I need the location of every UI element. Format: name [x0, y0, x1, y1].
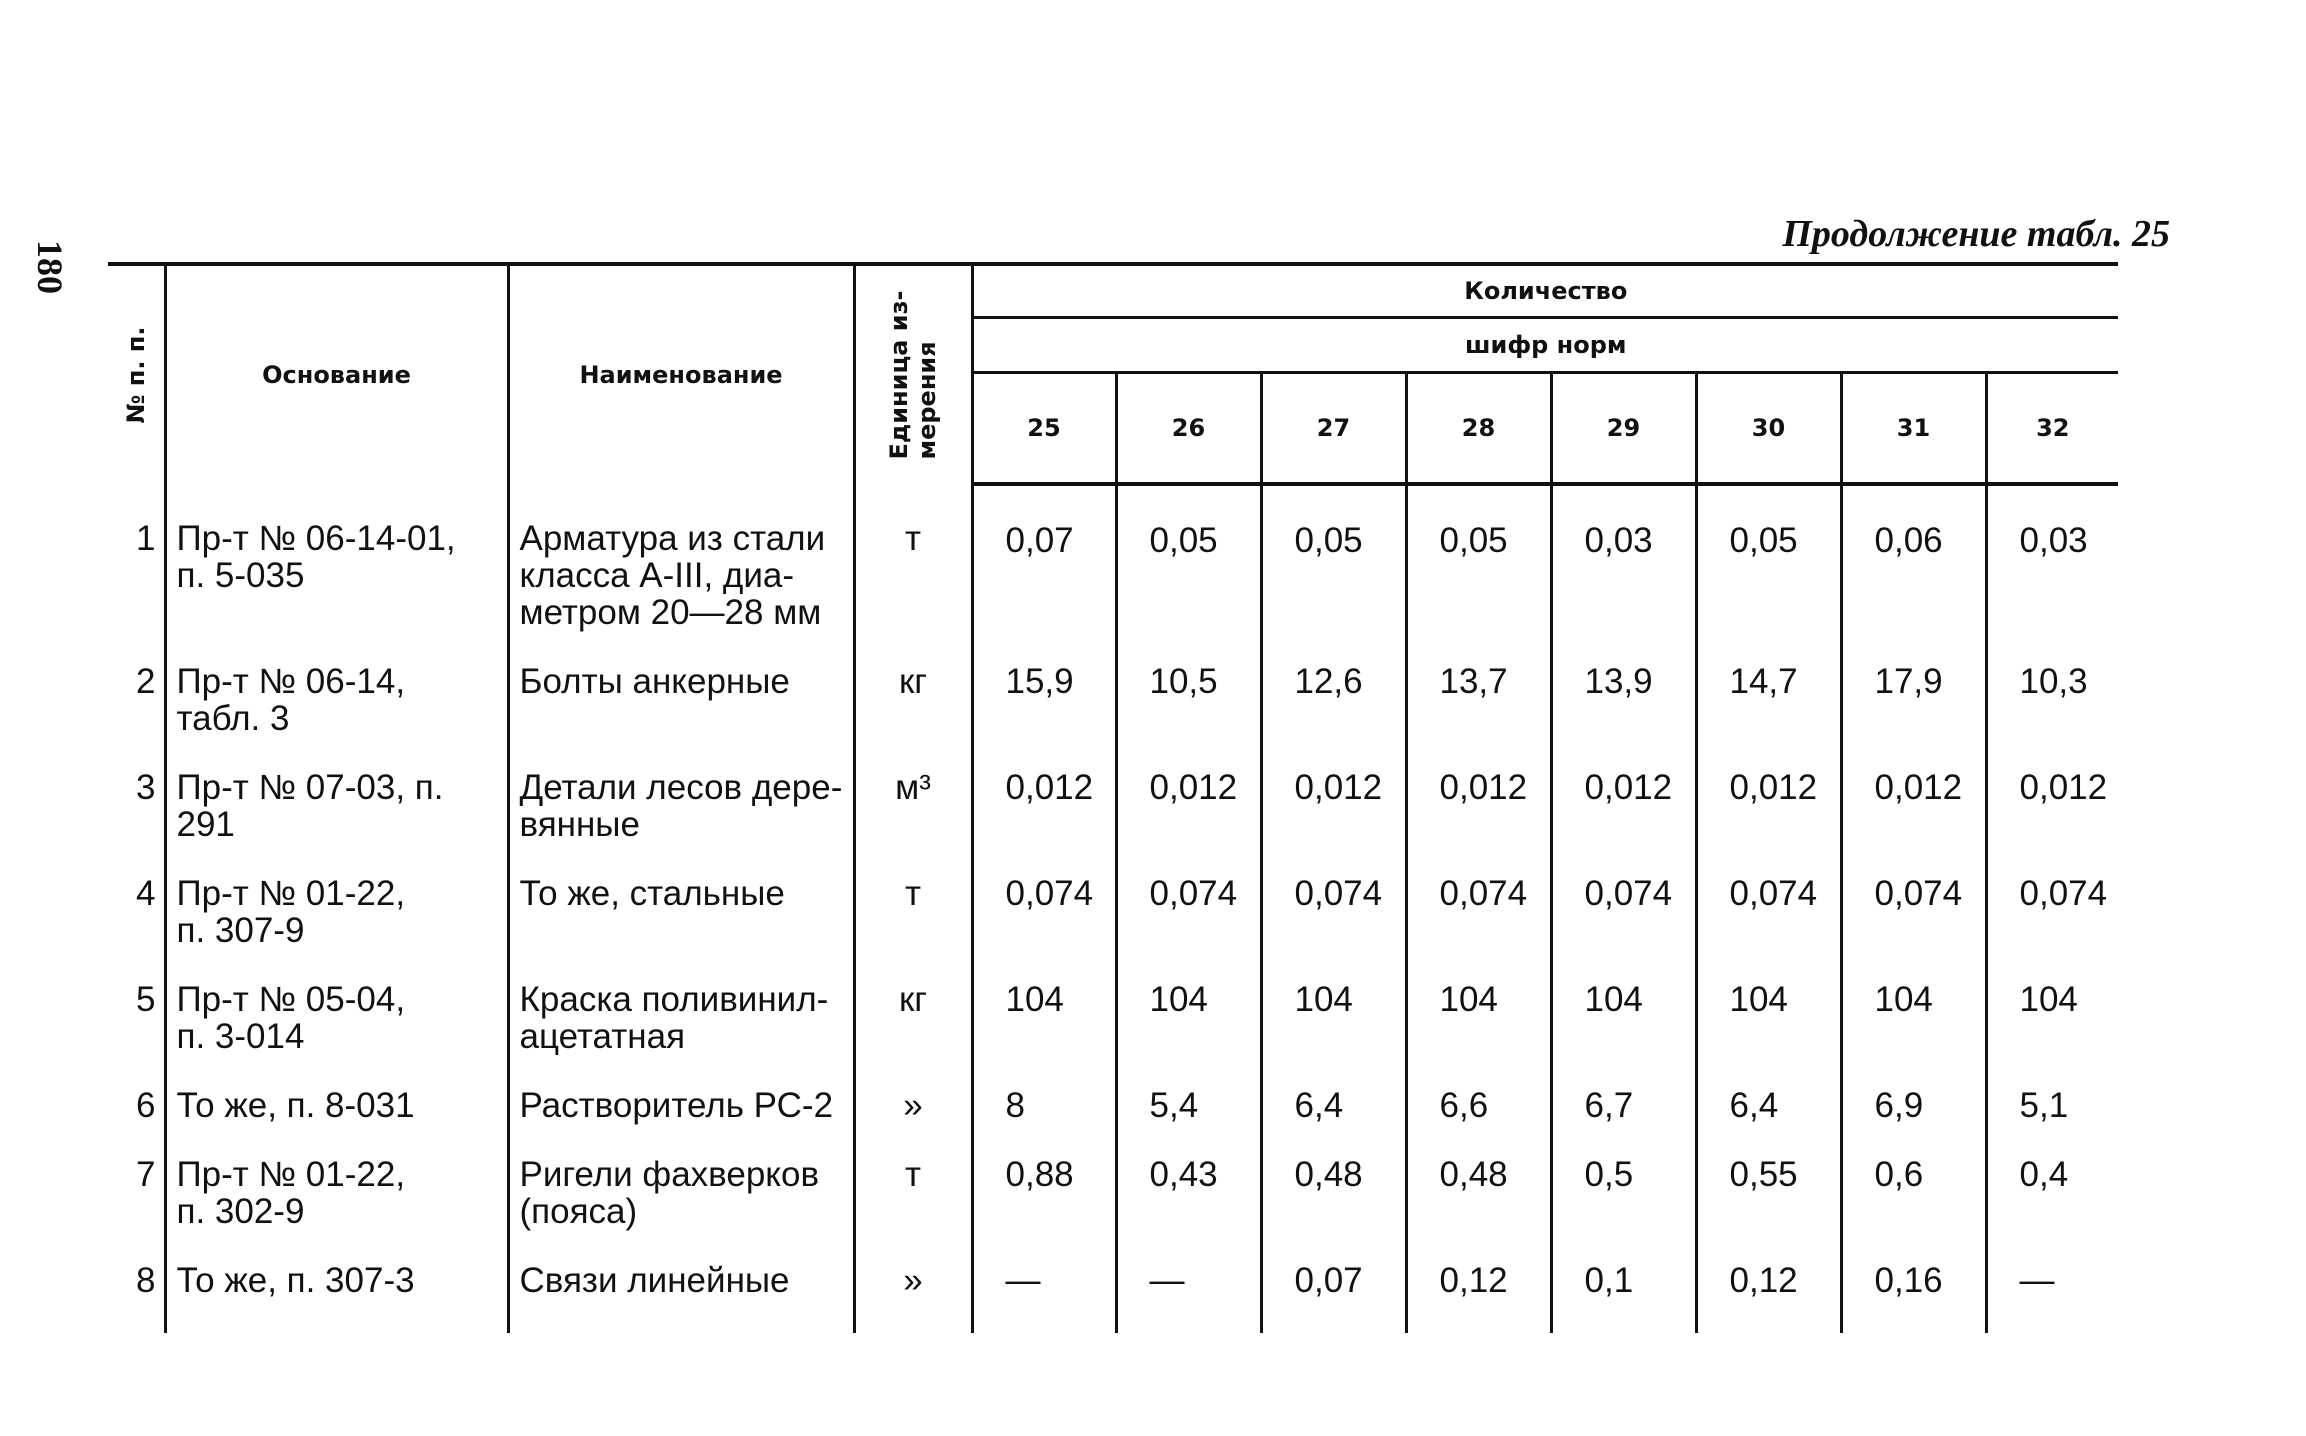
- row-number: 4: [136, 874, 156, 913]
- row-value: 0,07: [1261, 1244, 1406, 1313]
- osnovanie-line: Пр-т № 01-22,: [176, 874, 406, 913]
- row-value: 13,7: [1406, 645, 1551, 751]
- row-naimenovanie: [508, 484, 854, 645]
- naimenovanie-line: (пояса): [519, 1192, 638, 1231]
- row-value: —: [1986, 1244, 2118, 1313]
- row-unit: »: [854, 1069, 972, 1138]
- row-number: 2: [136, 662, 156, 701]
- row-value: 6,6: [1406, 1069, 1551, 1138]
- row-value: 0,074: [1841, 857, 1986, 963]
- osnovanie-line: То же, п. 8-031: [176, 1086, 415, 1125]
- row-value: 0,012: [1841, 751, 1986, 857]
- row-value: 104: [1986, 963, 2118, 1069]
- row-value: 0,074: [1406, 857, 1551, 963]
- row-value: 17,9: [1841, 645, 1986, 751]
- row-unit: т: [854, 857, 972, 963]
- osnovanie-line: п. 3-014: [176, 1017, 305, 1056]
- spacer-cell: [854, 1313, 972, 1333]
- header-norm-code: 26: [1116, 373, 1261, 485]
- osnovanie-line: Пр-т № 01-22,: [176, 1155, 406, 1194]
- row-value: 0,4: [1986, 1138, 2118, 1244]
- row-number: 8: [136, 1261, 156, 1300]
- row-value: 0,55: [1696, 1138, 1841, 1244]
- naimenovanie-line: метром 20—28 мм: [519, 593, 822, 632]
- row-osnovanie: [165, 484, 508, 645]
- naimenovanie-line: Связи линейные: [519, 1261, 790, 1300]
- osnovanie-line: Пр-т № 06-14-01,: [176, 519, 456, 558]
- row-value: 104: [1696, 963, 1841, 1069]
- row-value: 12,6: [1261, 645, 1406, 751]
- row-value: 5,1: [1986, 1069, 2118, 1138]
- row-value: 0,07: [972, 484, 1116, 645]
- osnovanie-line: Пр-т № 05-04,: [176, 980, 406, 1019]
- osnovanie-line: п. 5-035: [176, 556, 305, 595]
- row-number: 1: [136, 519, 156, 558]
- row-osnovanie: [165, 963, 508, 1069]
- row-value: 8: [972, 1069, 1116, 1138]
- row-value: 0,074: [972, 857, 1116, 963]
- header-norm-code: 27: [1261, 373, 1406, 485]
- osnovanie-line: Пр-т № 07-03, п. 291: [176, 768, 444, 844]
- spacer-cell: [108, 1313, 165, 1333]
- row-value: 104: [1261, 963, 1406, 1069]
- spacer-cell: [1841, 1313, 1986, 1333]
- row-value: 0,074: [1116, 857, 1261, 963]
- header-norm-code: 28: [1406, 373, 1551, 485]
- row-value: 0,12: [1406, 1244, 1551, 1313]
- row-value: 0,012: [1551, 751, 1696, 857]
- row-naimenovanie: [508, 1069, 854, 1138]
- table-header: [108, 264, 2118, 484]
- row-value: 0,03: [1986, 484, 2118, 645]
- spacer-cell: [508, 1313, 854, 1333]
- row-unit: кг: [854, 963, 972, 1069]
- row-value: 0,48: [1261, 1138, 1406, 1244]
- header-unit-label: Единица из- мерения: [885, 290, 941, 460]
- table-row: [108, 484, 2118, 645]
- row-osnovanie: [165, 1138, 508, 1244]
- row-osnovanie: [165, 645, 508, 751]
- spacer-cell: [1696, 1313, 1841, 1333]
- row-naimenovanie: [508, 857, 854, 963]
- row-value: 0,05: [1406, 484, 1551, 645]
- row-osnovanie: [165, 857, 508, 963]
- row-naimenovanie: [508, 751, 854, 857]
- spacer-cell: [972, 1313, 1116, 1333]
- naimenovanie-line: ацетатная: [519, 1017, 686, 1056]
- header-num: [108, 264, 165, 484]
- row-value: 0,6: [1841, 1138, 1986, 1244]
- row-value: 10,5: [1116, 645, 1261, 751]
- row-value: 0,05: [1261, 484, 1406, 645]
- naimenovanie-line: Ригели фахверков: [519, 1155, 820, 1194]
- spacer-cell: [1116, 1313, 1261, 1333]
- osnovanie-line: п. 307-9: [176, 911, 305, 950]
- row-value: 0,012: [1406, 751, 1551, 857]
- row-value: 104: [1406, 963, 1551, 1069]
- spacer-cell: [1551, 1313, 1696, 1333]
- row-osnovanie: [165, 1244, 508, 1313]
- row-value: —: [972, 1244, 1116, 1313]
- row-number: 5: [136, 980, 156, 1019]
- row-number: 6: [136, 1086, 156, 1125]
- table-body: [108, 484, 2118, 1333]
- row-value: 0,06: [1841, 484, 1986, 645]
- header-norm-code: 29: [1551, 373, 1696, 485]
- row-unit: кг: [854, 645, 972, 751]
- table-row: [108, 1138, 2118, 1244]
- row-osnovanie: [165, 751, 508, 857]
- header-norm-code: 25: [972, 373, 1116, 485]
- osnovanie-line: табл. 3: [176, 699, 290, 738]
- row-value: 0,074: [1551, 857, 1696, 963]
- naimenovanie-line: Детали лесов дере-: [519, 768, 843, 807]
- header-norm-code: 32: [1986, 373, 2118, 485]
- row-value: —: [1116, 1244, 1261, 1313]
- row-unit: »: [854, 1244, 972, 1313]
- naimenovanie-line: То же, стальные: [519, 874, 785, 913]
- page-number: 180: [30, 240, 70, 294]
- row-value: 0,012: [1261, 751, 1406, 857]
- table-row: [108, 1069, 2118, 1138]
- row-value: 6,4: [1696, 1069, 1841, 1138]
- naimenovanie-line: Краска поливинил-: [519, 980, 829, 1019]
- table-row: [108, 1244, 2118, 1313]
- row-naimenovanie: [508, 1138, 854, 1244]
- row-value: 0,43: [1116, 1138, 1261, 1244]
- table-row: [108, 751, 2118, 857]
- row-value: 0,05: [1116, 484, 1261, 645]
- naimenovanie-line: класса А-III, диа-: [519, 556, 794, 595]
- naimenovanie-line: Растворитель РС-2: [519, 1086, 834, 1125]
- row-value: 0,074: [1986, 857, 2118, 963]
- row-value: 0,012: [1986, 751, 2118, 857]
- table-bottom-spacer: [108, 1313, 2118, 1333]
- row-value: 0,1: [1551, 1244, 1696, 1313]
- row-value: 0,03: [1551, 484, 1696, 645]
- row-naimenovanie: [508, 1244, 854, 1313]
- row-unit: т: [854, 1138, 972, 1244]
- row-value: 0,074: [1696, 857, 1841, 963]
- row-value: 0,16: [1841, 1244, 1986, 1313]
- table-row: [108, 645, 2118, 751]
- spacer-cell: [1986, 1313, 2118, 1333]
- osnovanie-line: п. 302-9: [176, 1192, 305, 1231]
- row-value: 0,12: [1696, 1244, 1841, 1313]
- row-value: 104: [1116, 963, 1261, 1069]
- row-value: 0,012: [1696, 751, 1841, 857]
- row-unit: т: [854, 484, 972, 645]
- header-shifr-norm: шифр норм: [972, 318, 2118, 373]
- osnovanie-line: Пр-т № 06-14,: [176, 662, 406, 701]
- row-value: 0,88: [972, 1138, 1116, 1244]
- row-naimenovanie: [508, 645, 854, 751]
- row-value: 15,9: [972, 645, 1116, 751]
- row-value: 5,4: [1116, 1069, 1261, 1138]
- table-row: [108, 857, 2118, 963]
- row-value: 0,5: [1551, 1138, 1696, 1244]
- row-naimenovanie: [508, 963, 854, 1069]
- row-value: 10,3: [1986, 645, 2118, 751]
- row-value: 13,9: [1551, 645, 1696, 751]
- header-norm-code: 31: [1841, 373, 1986, 485]
- header-num-label: № п. п.: [121, 326, 150, 424]
- header-norm-code: 30: [1696, 373, 1841, 485]
- row-osnovanie: [165, 1069, 508, 1138]
- row-value: 104: [1551, 963, 1696, 1069]
- osnovanie-line: То же, п. 307-3: [176, 1261, 415, 1300]
- row-unit: м³: [854, 751, 972, 857]
- spacer-cell: [1406, 1313, 1551, 1333]
- row-number: 3: [136, 768, 156, 807]
- row-value: 6,4: [1261, 1069, 1406, 1138]
- naimenovanie-line: Болты анкерные: [519, 662, 790, 701]
- naimenovanie-line: вянные: [519, 805, 640, 844]
- row-value: 6,7: [1551, 1069, 1696, 1138]
- row-value: 6,9: [1841, 1069, 1986, 1138]
- row-value: 104: [972, 963, 1116, 1069]
- row-value: 0,012: [972, 751, 1116, 857]
- row-value: 0,48: [1406, 1138, 1551, 1244]
- row-number: 7: [136, 1155, 156, 1194]
- header-naimenovanie: Наименование: [508, 264, 854, 484]
- spacer-cell: [165, 1313, 508, 1333]
- row-value: 0,074: [1261, 857, 1406, 963]
- table-continuation-caption: Продолжение табл. 25: [1782, 213, 2170, 255]
- header-unit: [854, 264, 972, 484]
- row-value: 0,012: [1116, 751, 1261, 857]
- header-kolichestvo: Количество: [972, 264, 2118, 318]
- table-row: [108, 963, 2118, 1069]
- row-value: 0,05: [1696, 484, 1841, 645]
- header-osnovanie: Основание: [165, 264, 508, 484]
- naimenovanie-line: Арматура из стали: [519, 519, 826, 558]
- row-value: 104: [1841, 963, 1986, 1069]
- materials-table: [108, 262, 2118, 1333]
- row-value: 14,7: [1696, 645, 1841, 751]
- spacer-cell: [1261, 1313, 1406, 1333]
